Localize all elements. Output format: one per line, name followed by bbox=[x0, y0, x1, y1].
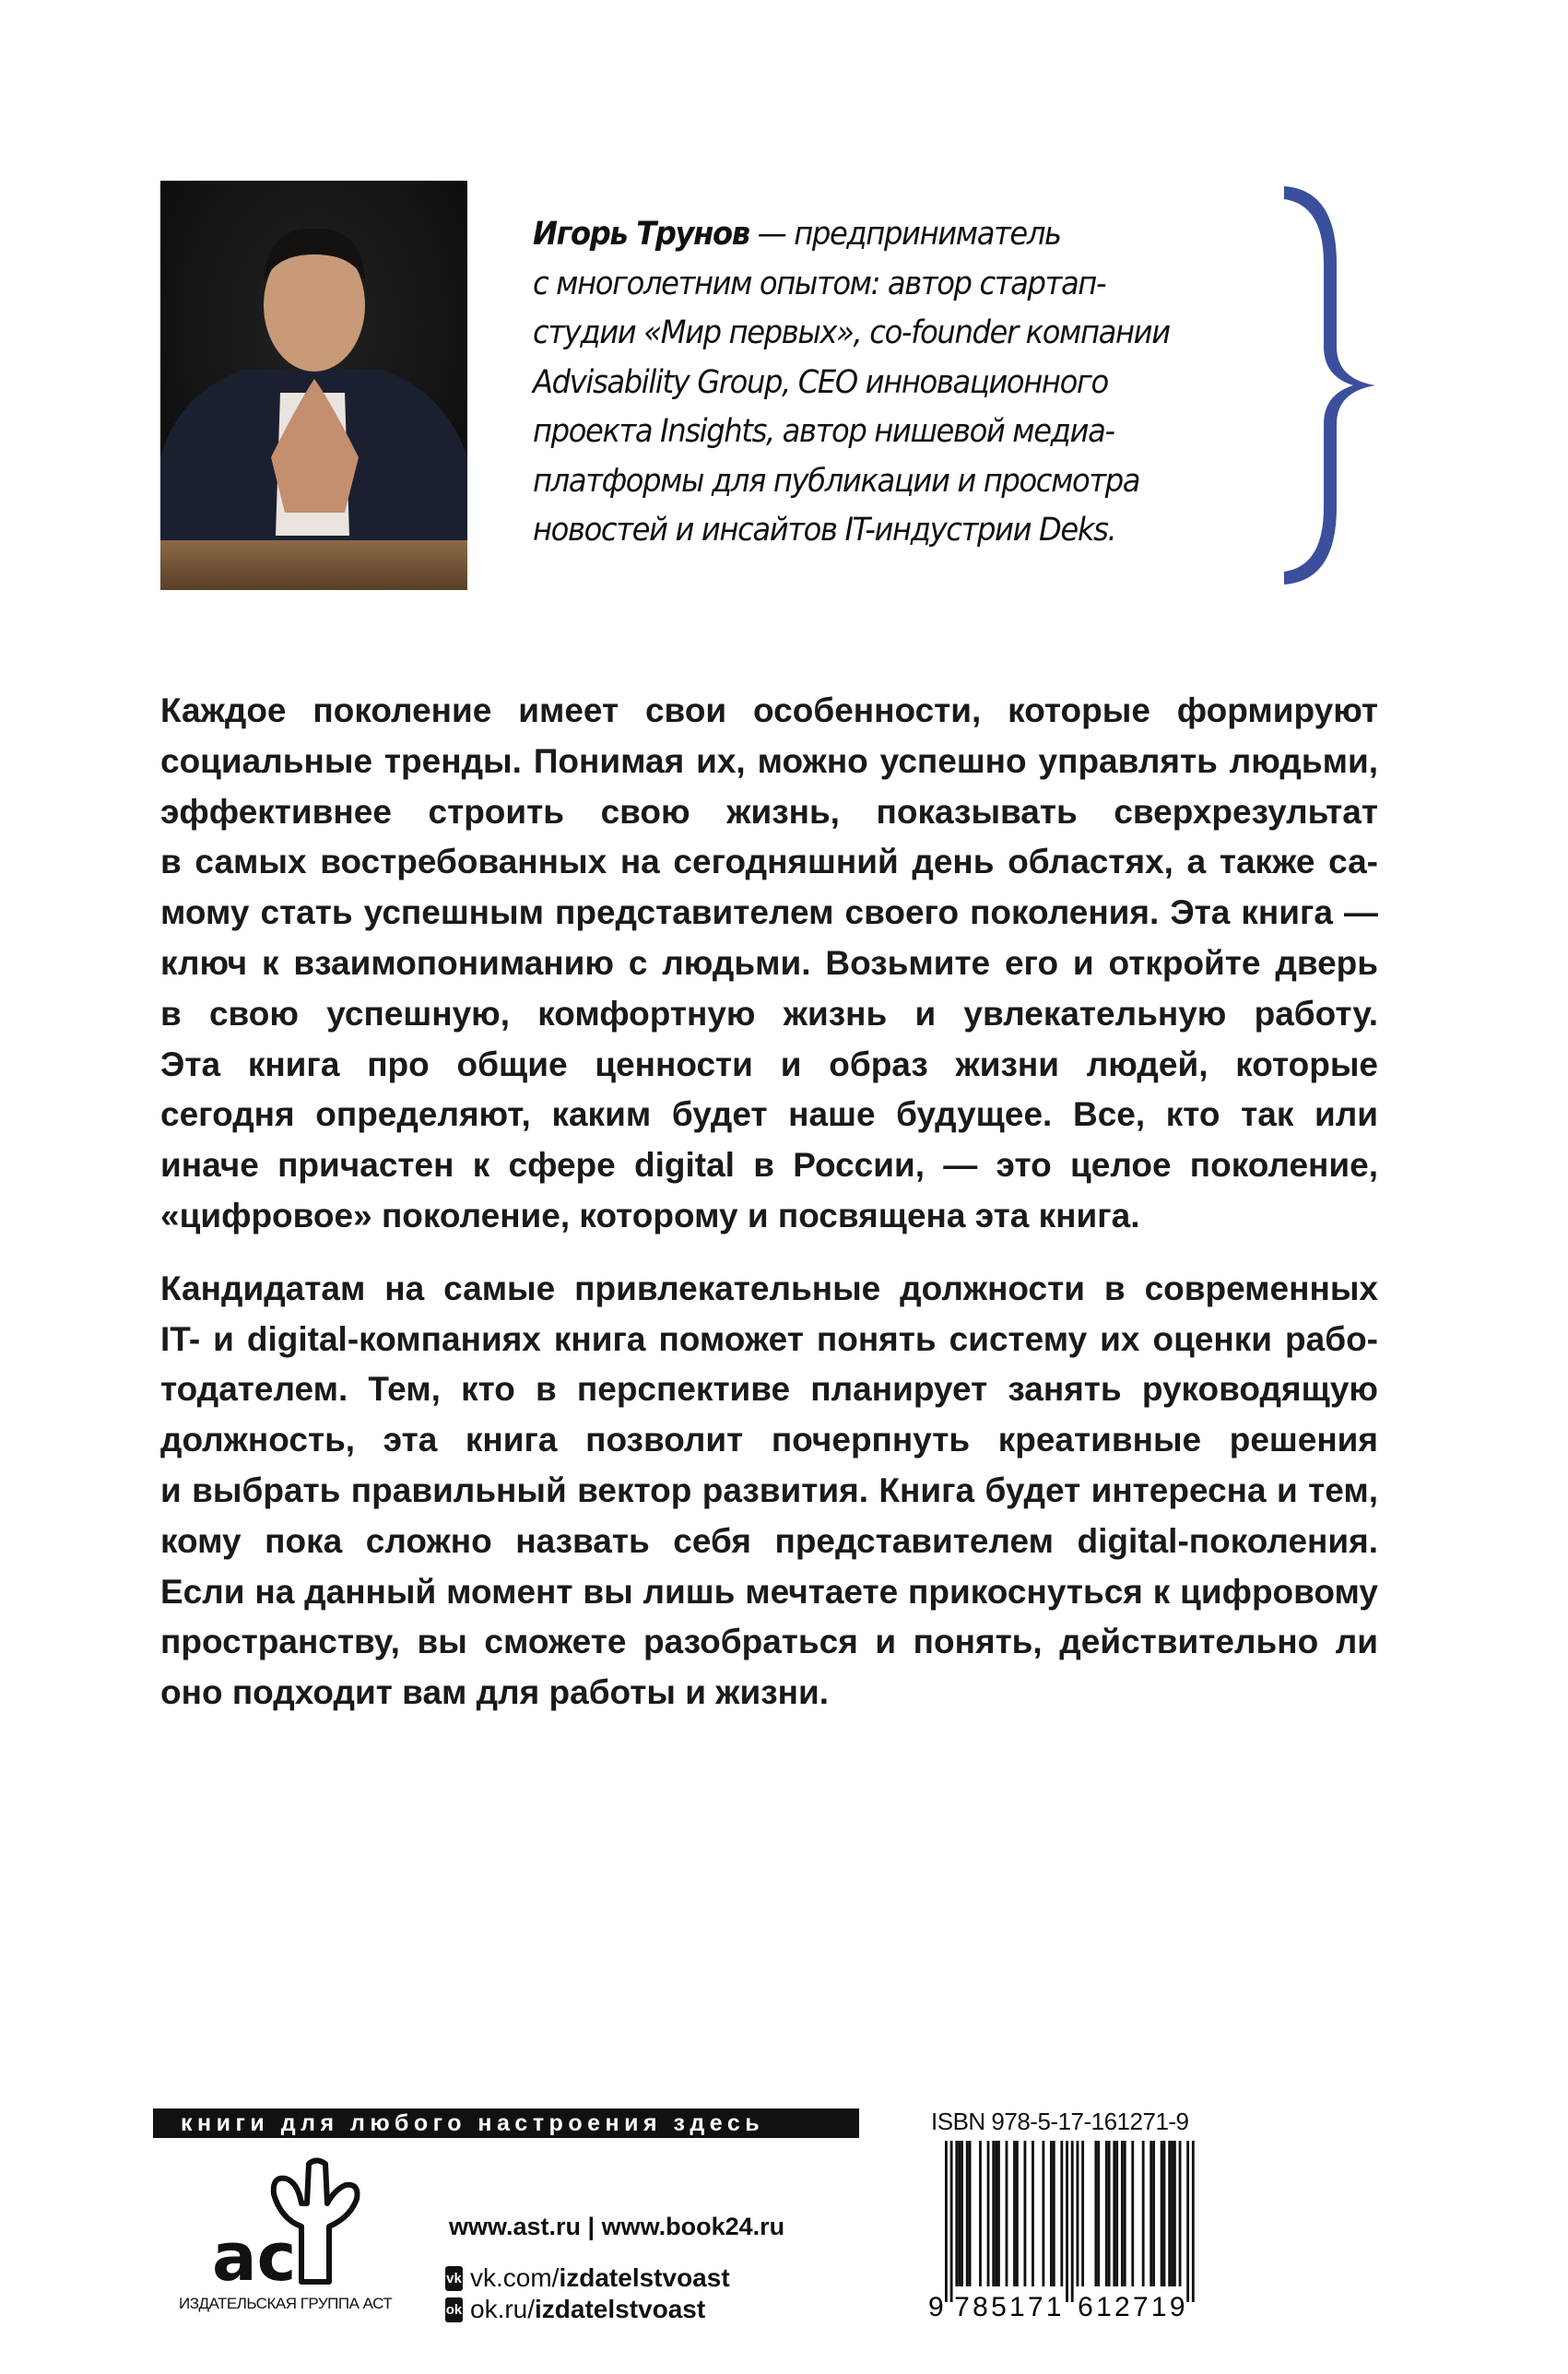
isbn-number: ISBN 978-5-17-161271-9 bbox=[931, 2108, 1189, 2135]
barcode-bar bbox=[1173, 2141, 1176, 2286]
barcode-digit: 5 bbox=[991, 2292, 1007, 2322]
publisher-websites[interactable]: www.ast.ru | www.book24.ru bbox=[449, 2213, 785, 2240]
barcode-bar bbox=[1105, 2141, 1108, 2286]
barcode-bar bbox=[969, 2141, 972, 2286]
barcode-digit: 1 bbox=[1150, 2292, 1167, 2322]
description-line: оно подходит вам для работы и жизни. bbox=[160, 1673, 830, 1712]
barcode-bar bbox=[1124, 2141, 1126, 2286]
description-line: кому пока сложно назвать себя представителем digital-поколения. bbox=[160, 1521, 1378, 1560]
barcode-bar bbox=[992, 2141, 995, 2286]
barcode-bar bbox=[961, 2141, 963, 2286]
description-line: мому стать успешным представителем своего поколения. Эта книга — bbox=[160, 893, 1378, 932]
barcode-bar bbox=[1152, 2141, 1155, 2286]
barcode-bar bbox=[1097, 2141, 1100, 2286]
publisher-name: ИЗДАТЕЛЬСКАЯ ГРУППА АСТ bbox=[179, 2295, 393, 2312]
book-description bbox=[160, 686, 1378, 1741]
barcode-digit: 7 bbox=[954, 2292, 970, 2322]
description-line: пространству, вы сможете разобраться и понять, действительно ли bbox=[160, 1623, 1378, 1661]
barcode-bar bbox=[950, 2141, 953, 2302]
barcode-bar bbox=[1149, 2141, 1152, 2286]
barcode-bar bbox=[1013, 2141, 1016, 2286]
barcode-bar bbox=[1113, 2141, 1115, 2286]
barcode-bar bbox=[1161, 2141, 1163, 2286]
barcode-digit: 7 bbox=[1027, 2292, 1043, 2322]
barcode-digit: 1 bbox=[1009, 2292, 1025, 2322]
author-bio: Игорь Трунов — предприниматель с многолетним опытом: автор стартап- студии «Мир первых», co-founder компании Advisability Group, CEO инновационного проекта Insights, автор нишевой медиа- платформы для публикации и просмотра новостей и инсайтов IT-индустрии Deks. bbox=[533, 210, 1228, 556]
description-line: тодателем. Тем, кто в перспективе планирует занять руководящую bbox=[160, 1370, 1378, 1409]
barcode-bar bbox=[997, 2141, 1000, 2286]
barcode-bar bbox=[945, 2141, 948, 2302]
barcode-bar bbox=[1171, 2141, 1173, 2286]
barcode-bar bbox=[1081, 2141, 1084, 2286]
description-line: «цифровое» поколение, которому и посвящена эта книга. bbox=[160, 1196, 1140, 1234]
bio-line: с многолетним опытом: автор стартап- bbox=[533, 265, 1106, 302]
barcode-bar bbox=[1071, 2141, 1074, 2302]
description-line: IT- и digital-компаниях книга поможет понять систему их оценки рабо- bbox=[160, 1319, 1378, 1358]
barcode-bar bbox=[1121, 2141, 1124, 2286]
barcode-bar bbox=[1179, 2141, 1182, 2286]
barcode-bar bbox=[979, 2141, 982, 2286]
barcode-bar bbox=[1032, 2141, 1034, 2286]
barcode-bar bbox=[1163, 2141, 1166, 2286]
description-line: Эта книга про общие ценности и образ жизни людей, которые bbox=[160, 1045, 1378, 1083]
description-paragraph bbox=[160, 686, 1378, 1242]
barcode-bar bbox=[1115, 2141, 1118, 2286]
description-line: иначе причастен к сфере digital в России, — это целое поколение, bbox=[160, 1146, 1378, 1185]
barcode-bar bbox=[1060, 2141, 1063, 2286]
barcode-digit: 2 bbox=[1114, 2292, 1130, 2322]
description-line: эффективнее строить свою жизнь, показывать сверхрезультат bbox=[160, 792, 1378, 831]
odnoklassniki-icon: ok bbox=[445, 2297, 463, 2322]
barcode-bar bbox=[1024, 2141, 1027, 2286]
vk-link[interactable]: vk vk.com/izdatelstvoast bbox=[446, 2263, 730, 2292]
barcode-bar bbox=[1016, 2141, 1019, 2286]
description-line: в самых востребованных на сегодняшний день областях, а также са- bbox=[160, 843, 1378, 881]
barcode-bar bbox=[1168, 2141, 1171, 2286]
description-line: Если на данный момент вы лишь мечтаете прикоснуться к цифровому bbox=[160, 1572, 1378, 1611]
barcode-bar bbox=[1186, 2141, 1189, 2302]
barcode-bar bbox=[958, 2141, 961, 2286]
description-line: Кандидатам на самые привлекательные должности в современных bbox=[160, 1269, 1378, 1307]
barcode-bar bbox=[987, 2141, 990, 2286]
barcode-bar bbox=[1042, 2141, 1044, 2286]
ast-publisher-logo bbox=[198, 2153, 383, 2291]
barcode-bar bbox=[995, 2141, 997, 2286]
barcode-digit: 9 bbox=[928, 2292, 944, 2322]
ok-link[interactable]: ok ok.ru/izdatelstvoast bbox=[445, 2295, 706, 2323]
barcode-digit: 1 bbox=[1096, 2292, 1112, 2322]
bio-line: студии «Мир первых», co-founder компании bbox=[533, 314, 1170, 351]
barcode-bar bbox=[1192, 2141, 1195, 2302]
description-line: в свою успешную, комфортную жизнь и увлекательную работу. bbox=[160, 994, 1378, 1033]
barcode-bar bbox=[1066, 2141, 1068, 2302]
vk-icon: vk bbox=[445, 2266, 463, 2291]
description-line: ключ к взаимопониманию с людьми. Возьмите его и откройте дверь bbox=[160, 943, 1378, 982]
description-line: Каждое поколение имеет свои особенности, которые формируют bbox=[160, 691, 1378, 729]
barcode-digit: 6 bbox=[1078, 2292, 1093, 2322]
barcode-bar bbox=[1131, 2141, 1134, 2286]
barcode-bar bbox=[1006, 2141, 1008, 2286]
barcode-bar bbox=[1050, 2141, 1053, 2286]
barcode-digit: 1 bbox=[1045, 2292, 1062, 2322]
barcode-bar bbox=[1142, 2141, 1145, 2286]
isbn-barcode bbox=[925, 2141, 1215, 2325]
bio-line: платформы для публикации и просмотра bbox=[533, 462, 1140, 500]
description-line: должность, эта книга позволит почерпнуть креативные решения bbox=[160, 1421, 1378, 1459]
curly-brace-decoration bbox=[1279, 181, 1383, 590]
barcode-digit: 7 bbox=[1132, 2292, 1149, 2322]
bio-line: проекта Insights, автор нишевой медиа- bbox=[533, 413, 1114, 450]
bio-line: новостей и инсайтов IT-индустрии Deks. bbox=[533, 512, 1116, 549]
barcode-bar bbox=[1108, 2141, 1111, 2286]
barcode-bar bbox=[1094, 2141, 1097, 2286]
author-photo bbox=[160, 181, 467, 590]
description-line: и выбрать правильный вектор развития. Книга будет интересна и тем, bbox=[160, 1470, 1378, 1509]
bio-line: Advisability Group, CEO инновационного bbox=[533, 363, 1108, 401]
svg-text:ac: ac bbox=[212, 2218, 297, 2291]
barcode-bar bbox=[1053, 2141, 1055, 2286]
barcode-bar bbox=[955, 2141, 958, 2286]
barcode-bar bbox=[966, 2141, 969, 2286]
tagline-banner: книги для любого настроения здесь bbox=[153, 2108, 859, 2138]
description-paragraph bbox=[160, 1264, 1378, 1718]
description-line: социальные тренды. Понимая их, можно успешно управлять людьми, bbox=[160, 741, 1378, 780]
barcode-digit: 8 bbox=[973, 2292, 988, 2322]
description-line: сегодня определяют, каким будет наше будущее. Все, кто так или bbox=[160, 1095, 1378, 1134]
author-name: Игорь Трунов bbox=[533, 216, 749, 253]
barcode-bar bbox=[1077, 2141, 1079, 2286]
barcode-digit: 9 bbox=[1169, 2292, 1185, 2322]
